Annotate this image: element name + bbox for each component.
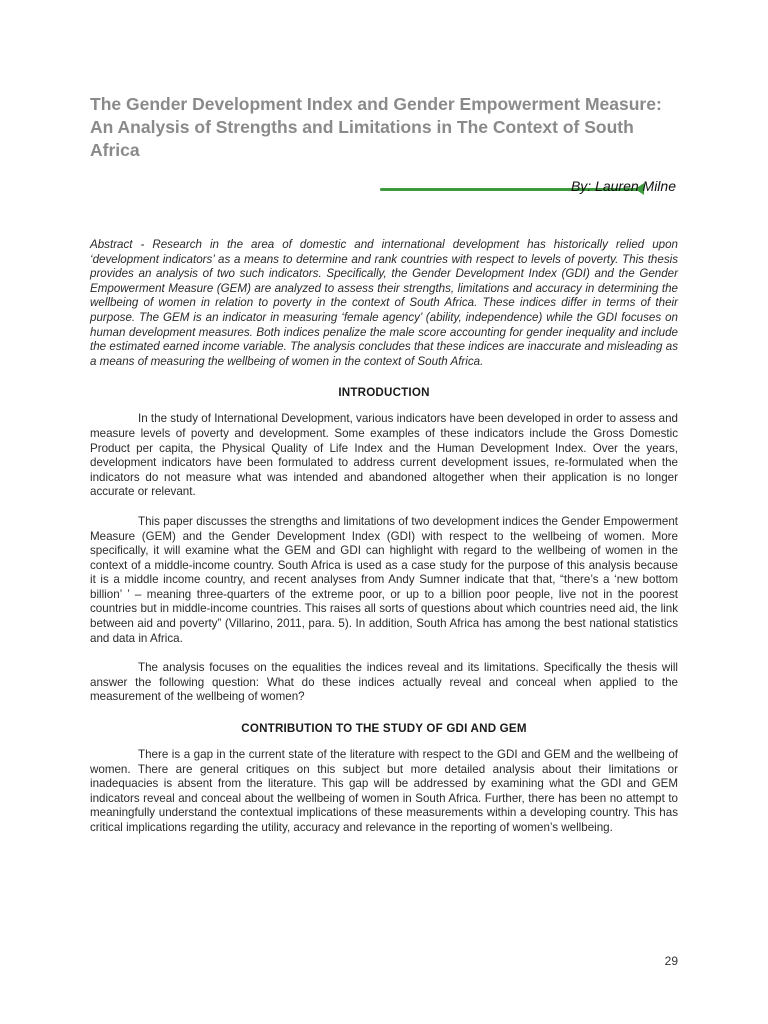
article-page [90, 93, 678, 851]
abstract: Abstract - Research in the area of domestic and international development has historically relied upon ‘development indicators’ as a means to determine and rank countries with respect to levels of poverty. This thesis provides an analysis of two such indicators. Specifically, the Gender Development Index (GDI) and the Gender Empowerment Measure (GEM) are analyzed to assess their strengths, limitations and accuracy in determining the wellbeing of women in relation to poverty in the context of South Africa. These indices differ in terms of their purpose. The GEM is an indicator in measuring ‘female agency’ (ability, independence) while the GDI focuses on human development measures. Both indices penalize the male score accounting for gender inequality and include the estimated earned income variable. The analysis concludes that these indices are inaccurate and misleading as a means of measuring the wellbeing of women in the context of South Africa. [90, 238, 678, 368]
section-heading-contribution: CONTRIBUTION TO THE STUDY OF GDI AND GEM [241, 722, 527, 736]
page-number: 29 [664, 954, 678, 968]
section-heading-introduction: INTRODUCTION [338, 386, 430, 400]
contribution-paragraph-1: There is a gap in the current state of the literature with respect to the GDI and GEM and the wellbeing of women. There are general critiques on this subject but more detailed analysis about their limitations or inadequacies is absent from the literature. This gap will be addressed by examining what the GDI and GEM indicators reveal and conceal about the wellbeing of women in South Africa. Further, there has been no attempt to meaningfully understand the contextual implications of these measurements within a developing country. This has critical implications regarding the utility, accuracy and relevance in the reporting of women’s wellbeing. [90, 748, 678, 834]
article-title: The Gender Development Index and Gender Empowerment Measure: An Analysis of Strengths and Limitations in The Context of South Africa [90, 94, 662, 160]
intro-paragraph-2: This paper discusses the strengths and limitations of two development indices the Gender Empowerment Measure (GEM) and the Gender Development Index (GDI) with respect to the wellbeing of women. More specifically, it will examine what the GEM and GDI can highlight with regard to the wellbeing of women in the context of a middle-income country. South Africa is used as a case study for the purpose of this analysis because it is a middle income country, and recent analyses from Andy Sumner indicate that that, “there’s a ‘new bottom billion’ ’ – meaning three-quarters of the extreme poor, or up to a billion poor people, live not in the poorest countries but in middle-income countries. This raises all sorts of questions about which countries need aid, the link between aid and poverty” (Villarino, 2011, para. 5). In addition, South Africa has among the best national statistics and data in Africa. [90, 514, 678, 645]
intro-paragraph-3: The analysis focuses on the equalities the indices reveal and its limitations. Specifically the thesis will answer the following question: What do these indices actually reveal and conceal when applied to the measurement of the wellbeing of women? [90, 661, 678, 704]
intro-paragraph-1: In the study of International Development, various indicators have been developed in order to assess and measure levels of poverty and development. Some examples of these indicators include the Gross Domestic Product per capita, the Physical Quality of Life Index and the Human Development Index. Over the years, development indicators have been formulated to address current development issues, re-formulated when the indicators do not measure what was intended and abandoned altogether when their application is no longer accurate or relevant. [90, 412, 678, 499]
author-byline: By: Lauren Milne [570, 178, 676, 194]
byline-row [90, 178, 678, 204]
